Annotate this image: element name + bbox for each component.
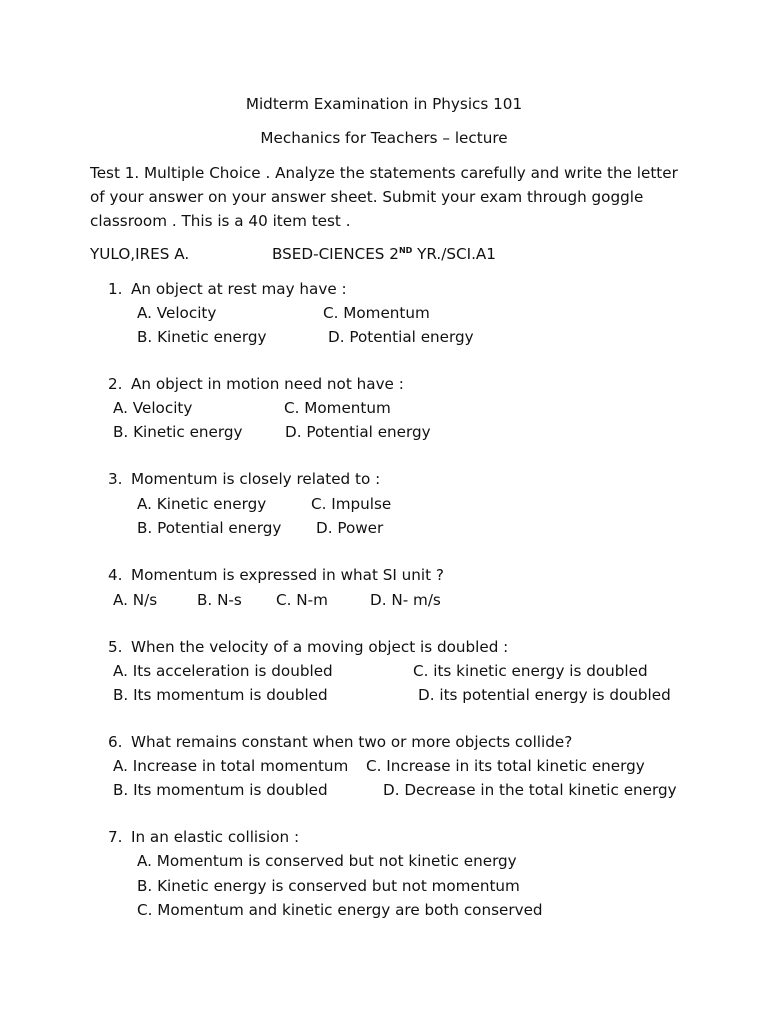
question-number: 1. [108,280,123,298]
choice-b: B. Its momentum is doubled [113,686,328,704]
instructions: Test 1. Multiple Choice . Analyze the statements carefully and write the letter of your answer on your answer sheet. Submit your exam through goggle classroom . This is a 40 item test . [90,164,678,230]
question-number: 7. [108,828,123,846]
choice-c: C. Momentum [323,304,430,322]
choice-b: B. Kinetic energy [113,423,243,441]
choice-a: A. Velocity [113,399,193,417]
course-section [272,247,496,262]
choice-d: D. Decrease in the total kinetic energy [383,781,677,799]
exam-title: Midterm Examination in Physics 101 [245,95,523,113]
choice-c: C. Momentum [284,399,391,417]
question-number: 5. [108,638,123,656]
choice-d: D. Potential energy [285,423,431,441]
student-name: YULO,IRES A. [90,245,190,263]
exam-subtitle: Mechanics for Teachers – lecture [260,129,508,147]
question-text: Momentum is closely related to : [131,470,381,488]
choice-d: D. Power [316,519,384,537]
choice-c: C. Impulse [311,495,392,513]
question-text: An object at rest may have : [131,280,347,298]
question-text: Momentum is expressed in what SI unit ? [131,566,444,584]
choice-a: A. Its acceleration is doubled [113,662,333,680]
question-number: 3. [108,470,123,488]
choice-b: B. Its momentum is doubled [113,781,328,799]
question-number: 6. [108,733,123,751]
course-prefix: BSED-CIENCES 2 [272,245,399,263]
question-number: 4. [108,566,123,584]
question-text: What remains constant when two or more objects collide? [131,733,573,751]
choice-b: B. N-s [197,591,242,609]
choice-b: B. Kinetic energy [137,328,267,346]
choice-c: C. Momentum and kinetic energy are both conserved [137,901,543,919]
course-suffix: YR./SCI.A1 [412,245,496,263]
question-text: When the velocity of a moving object is doubled : [131,638,509,656]
choice-a: A. N/s [113,591,158,609]
choice-d: D. Potential energy [328,328,474,346]
choice-a: A. Momentum is conserved but not kinetic energy [137,852,517,870]
question-number: 2. [108,375,123,393]
choice-a: A. Velocity [137,304,217,322]
choice-b: B. Kinetic energy is conserved but not momentum [137,877,520,895]
choice-c: C. N-m [276,591,328,609]
question-text: An object in motion need not have : [131,375,404,393]
choice-a: A. Kinetic energy [137,495,267,513]
choice-c: C. its kinetic energy is doubled [413,662,648,680]
choice-d: D. N- m/s [370,591,441,609]
choice-c: C. Increase in its total kinetic energy [366,757,645,775]
question-text: In an elastic collision : [131,828,300,846]
choice-b: B. Potential energy [137,519,282,537]
choice-d: D. its potential energy is doubled [418,686,671,704]
course-superscript: ND [398,246,413,255]
choice-a: A. Increase in total momentum [113,757,349,775]
